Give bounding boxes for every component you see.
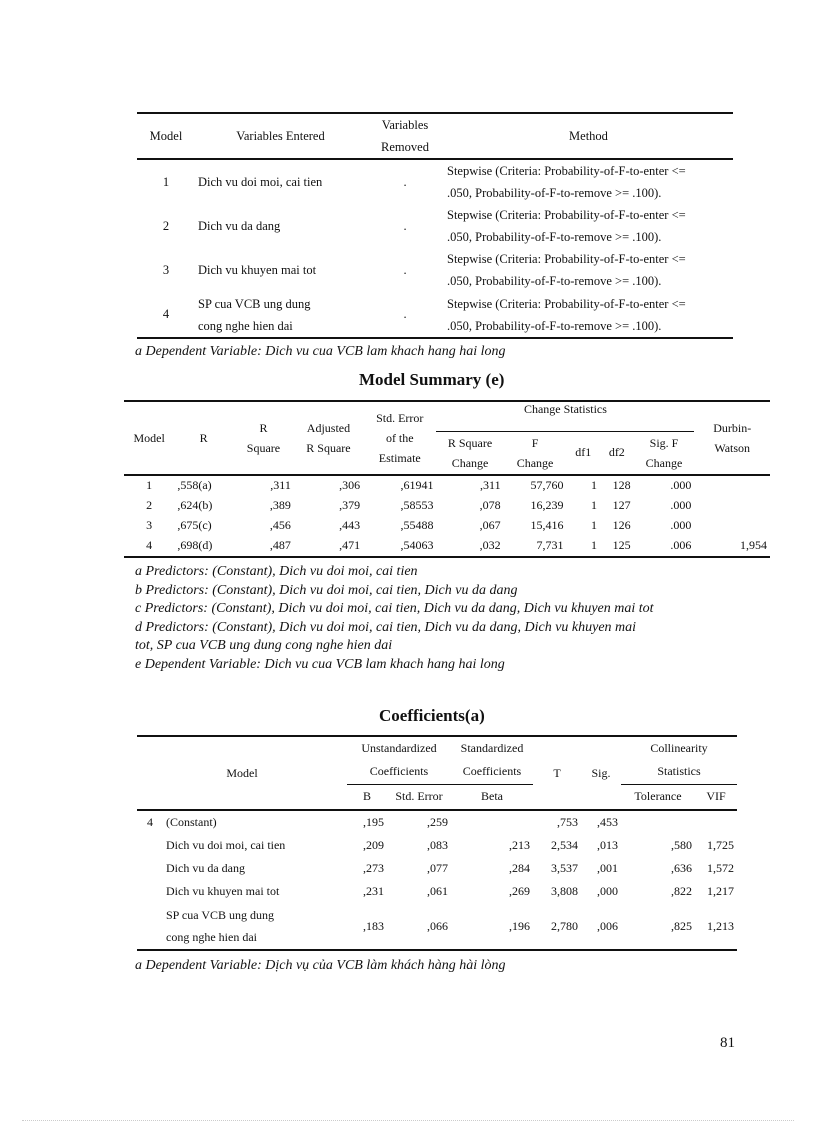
cell: 1 xyxy=(591,538,598,552)
header-tolerance: Tolerance xyxy=(634,789,682,804)
row-entered: SP cua VCB ung dung cong nghe hien dai xyxy=(198,296,311,333)
cell: ,311 xyxy=(270,478,291,492)
cell xyxy=(451,810,533,834)
cell: ,078 xyxy=(479,497,501,512)
cell: 128 xyxy=(612,478,631,492)
cell: ,675(c) xyxy=(177,517,212,532)
section-title: Coefficients(a) xyxy=(379,706,485,725)
table-row xyxy=(137,248,733,292)
cell: Dich vu da dang xyxy=(166,861,245,875)
header-rsq-change: R Square Change xyxy=(447,435,493,470)
cell: ,269 xyxy=(509,884,530,898)
header-sig: Sig. xyxy=(591,765,611,780)
cell: 1,217 xyxy=(707,884,734,898)
table-row xyxy=(124,475,770,495)
header-r: R xyxy=(199,430,208,445)
cell: Dich vu doi moi, cai tien xyxy=(166,838,286,852)
header-change-statistics: Change Statistics xyxy=(436,401,694,431)
cell: 15,416 xyxy=(530,517,564,532)
cell: ,624(b) xyxy=(177,497,213,512)
header-variables-removed: Variables Removed xyxy=(381,118,429,154)
cell: ,580 xyxy=(671,838,692,852)
cell: 3,537 xyxy=(551,861,578,875)
cell: ,183 xyxy=(363,918,384,933)
cell: 7,731 xyxy=(536,538,564,552)
cell: Dich vu khuyen mai tot xyxy=(166,884,280,898)
cell: 2 xyxy=(146,497,153,512)
cell: 2,780 xyxy=(551,918,578,933)
cell xyxy=(694,515,770,535)
model-number: 4 xyxy=(147,815,153,829)
header-adjusted: Adjusted R Square xyxy=(306,421,351,455)
cell: ,061 xyxy=(427,884,448,898)
cell: ,698(d) xyxy=(177,538,213,552)
row-removed: . xyxy=(403,218,407,233)
cell: ,753 xyxy=(557,815,578,829)
header-method: Method xyxy=(569,128,608,143)
cell: 3 xyxy=(146,517,153,532)
row-removed: . xyxy=(403,307,407,321)
row-method: Stepwise (Criteria: Probability-of-F-to-enter <= .050, Probability-of-F-to-remove >= .100). xyxy=(447,164,686,200)
cell: ,231 xyxy=(363,884,384,898)
footnote: c Predictors: (Constant), Dich vu doi moi, cai tien, Dich vu da dang, Dich vu khuyen mai tot xyxy=(135,601,654,616)
cell: ,067 xyxy=(479,517,501,532)
cell: ,066 xyxy=(427,918,448,933)
cell: (Constant) xyxy=(166,815,217,829)
row-method: Stepwise (Criteria: Probability-of-F-to-enter <= .050, Probability-of-F-to-remove >= .100). xyxy=(447,252,686,288)
header-vif: VIF xyxy=(706,789,726,804)
cell: 1,572 xyxy=(707,861,734,875)
page-number: 81 xyxy=(720,1035,735,1051)
header-sig-f: Sig. F Change xyxy=(645,435,683,470)
page-divider xyxy=(22,1120,794,1121)
page-title: Model Summary (e) xyxy=(359,370,505,389)
header-model: Model xyxy=(226,765,258,780)
cell: ,636 xyxy=(671,861,692,875)
header-variables-entered: Variables Entered xyxy=(236,128,325,143)
cell: ,077 xyxy=(427,861,448,875)
header-std-error: Std. Error of the Estimate xyxy=(376,411,424,465)
row-method: Stepwise (Criteria: Probability-of-F-to-enter <= .050, Probability-of-F-to-remove >= .100). xyxy=(447,208,686,244)
cell: 1 xyxy=(591,517,598,532)
cell: ,558(a) xyxy=(177,478,212,492)
cell: ,389 xyxy=(269,497,291,512)
row-entered: Dich vu khuyen mai tot xyxy=(198,262,317,277)
table-row xyxy=(137,810,737,834)
cell: ,471 xyxy=(339,538,361,552)
cell: .000 xyxy=(670,517,692,532)
header-model: Model xyxy=(133,430,165,445)
footnote: b Predictors: (Constant), Dich vu doi moi, cai tien, Dich vu da dang xyxy=(135,582,518,598)
row-removed: . xyxy=(403,262,407,277)
cell: 1,213 xyxy=(707,918,734,933)
cell: 1,954 xyxy=(740,538,767,552)
model-summary-table xyxy=(124,400,770,558)
cell: ,825 xyxy=(671,918,692,933)
footnote: e Dependent Variable: Dich vu cua VCB lam khach hang hai long xyxy=(135,656,505,672)
table-row xyxy=(137,204,733,248)
table-row xyxy=(137,159,733,204)
row-method: Stepwise (Criteria: Probability-of-F-to-enter <= .050, Probability-of-F-to-remove >= .100). xyxy=(447,296,686,333)
table-row xyxy=(137,834,737,857)
row-model: 3 xyxy=(162,262,170,277)
cell: 16,239 xyxy=(530,497,564,512)
table-row xyxy=(124,535,770,557)
cell: ,006 xyxy=(597,918,618,933)
cell xyxy=(695,810,737,834)
table-header-row xyxy=(137,736,737,784)
cell: ,456 xyxy=(269,517,291,532)
table-row xyxy=(124,515,770,535)
footnote: tot, SP cua VCB ung dung cong nghe hien dai xyxy=(135,638,393,653)
header-b: B xyxy=(362,789,371,804)
model-summary-footnotes xyxy=(135,563,735,674)
cell: SP cua VCB ung dung cong nghe hien dai xyxy=(166,908,275,944)
cell: 1 xyxy=(591,478,598,492)
cell: 2,534 xyxy=(551,838,578,852)
cell: 127 xyxy=(612,497,631,512)
header-beta: Beta xyxy=(481,789,503,804)
cell: 1 xyxy=(591,497,598,512)
cell: ,54063 xyxy=(400,538,434,552)
cell: 1 xyxy=(146,478,153,492)
cell: ,209 xyxy=(363,838,384,852)
row-model: 2 xyxy=(162,218,170,233)
cell: ,443 xyxy=(339,517,361,532)
cell: 3,808 xyxy=(551,884,578,898)
cell: 4 xyxy=(146,538,153,552)
header-df1: df1 xyxy=(575,445,592,460)
cell: ,195 xyxy=(363,815,384,829)
row-model: 4 xyxy=(162,307,170,321)
variables-entered-table xyxy=(137,112,733,339)
header-df2: df2 xyxy=(608,445,625,460)
cell xyxy=(694,495,770,515)
header-f-change: F Change xyxy=(516,435,554,470)
cell: ,61941 xyxy=(400,478,434,492)
footnote: a Predictors: (Constant), Dich vu doi moi, cai tien xyxy=(135,564,418,579)
cell xyxy=(621,810,695,834)
cell: ,001 xyxy=(597,861,618,875)
cell: 1,725 xyxy=(707,838,734,852)
header-durbin-watson: Durbin- Watson xyxy=(713,421,752,455)
header-collinearity: Collinearity Statistics xyxy=(621,736,737,784)
cell: ,273 xyxy=(363,861,384,875)
table-row xyxy=(137,903,737,950)
row-removed: . xyxy=(403,174,407,189)
table-row xyxy=(137,292,733,338)
cell: .006 xyxy=(670,538,692,552)
cell xyxy=(694,475,770,495)
footnote: d Predictors: (Constant), Dich vu doi moi, cai tien, Dich vu da dang, Dich vu khuyen mai xyxy=(135,619,637,635)
cell: ,306 xyxy=(339,478,361,492)
cell: 125 xyxy=(612,538,631,552)
header-standardized: Standardized Coefficients xyxy=(451,736,533,784)
table-row xyxy=(124,495,770,515)
cell: ,083 xyxy=(427,838,448,852)
header-r-square: R Square xyxy=(246,421,281,455)
cell: ,822 xyxy=(671,884,692,898)
cell: ,259 xyxy=(427,815,448,829)
header-std-error: Std. Error xyxy=(395,789,443,804)
cell: ,196 xyxy=(509,918,530,933)
cell: ,55488 xyxy=(400,517,434,532)
table-row xyxy=(137,880,737,903)
row-entered: Dich vu doi moi, cai tien xyxy=(198,174,323,189)
cell: ,032 xyxy=(479,538,501,552)
cell: .000 xyxy=(670,478,692,492)
header-t: T xyxy=(553,765,561,780)
coefficients-table xyxy=(137,735,737,951)
cell: ,453 xyxy=(597,815,618,829)
cell: ,213 xyxy=(509,838,530,852)
cell: ,379 xyxy=(339,497,361,512)
header-model: Model xyxy=(149,128,183,143)
cell: ,284 xyxy=(509,861,530,875)
table-row xyxy=(137,857,737,880)
cell: .000 xyxy=(670,497,692,512)
table-header-row xyxy=(137,113,733,159)
cell: 126 xyxy=(612,517,631,532)
footnote: a Dependent Variable: Dịch vụ của VCB làm khách hàng hài lòng xyxy=(135,958,506,973)
cell: ,487 xyxy=(269,538,291,552)
cell: ,311 xyxy=(480,478,501,492)
table-header-row xyxy=(124,401,770,431)
footnote: a Dependent Variable: Dich vu cua VCB lam khach hang hai long xyxy=(135,344,506,359)
cell: ,000 xyxy=(597,884,618,898)
cell: ,013 xyxy=(597,838,618,852)
cell: 57,760 xyxy=(530,478,564,492)
row-entered: Dich vu da dang xyxy=(198,218,281,233)
cell: ,58553 xyxy=(400,497,434,512)
row-model: 1 xyxy=(162,174,170,189)
header-unstandardized: Unstandardized Coefficients xyxy=(347,736,451,784)
